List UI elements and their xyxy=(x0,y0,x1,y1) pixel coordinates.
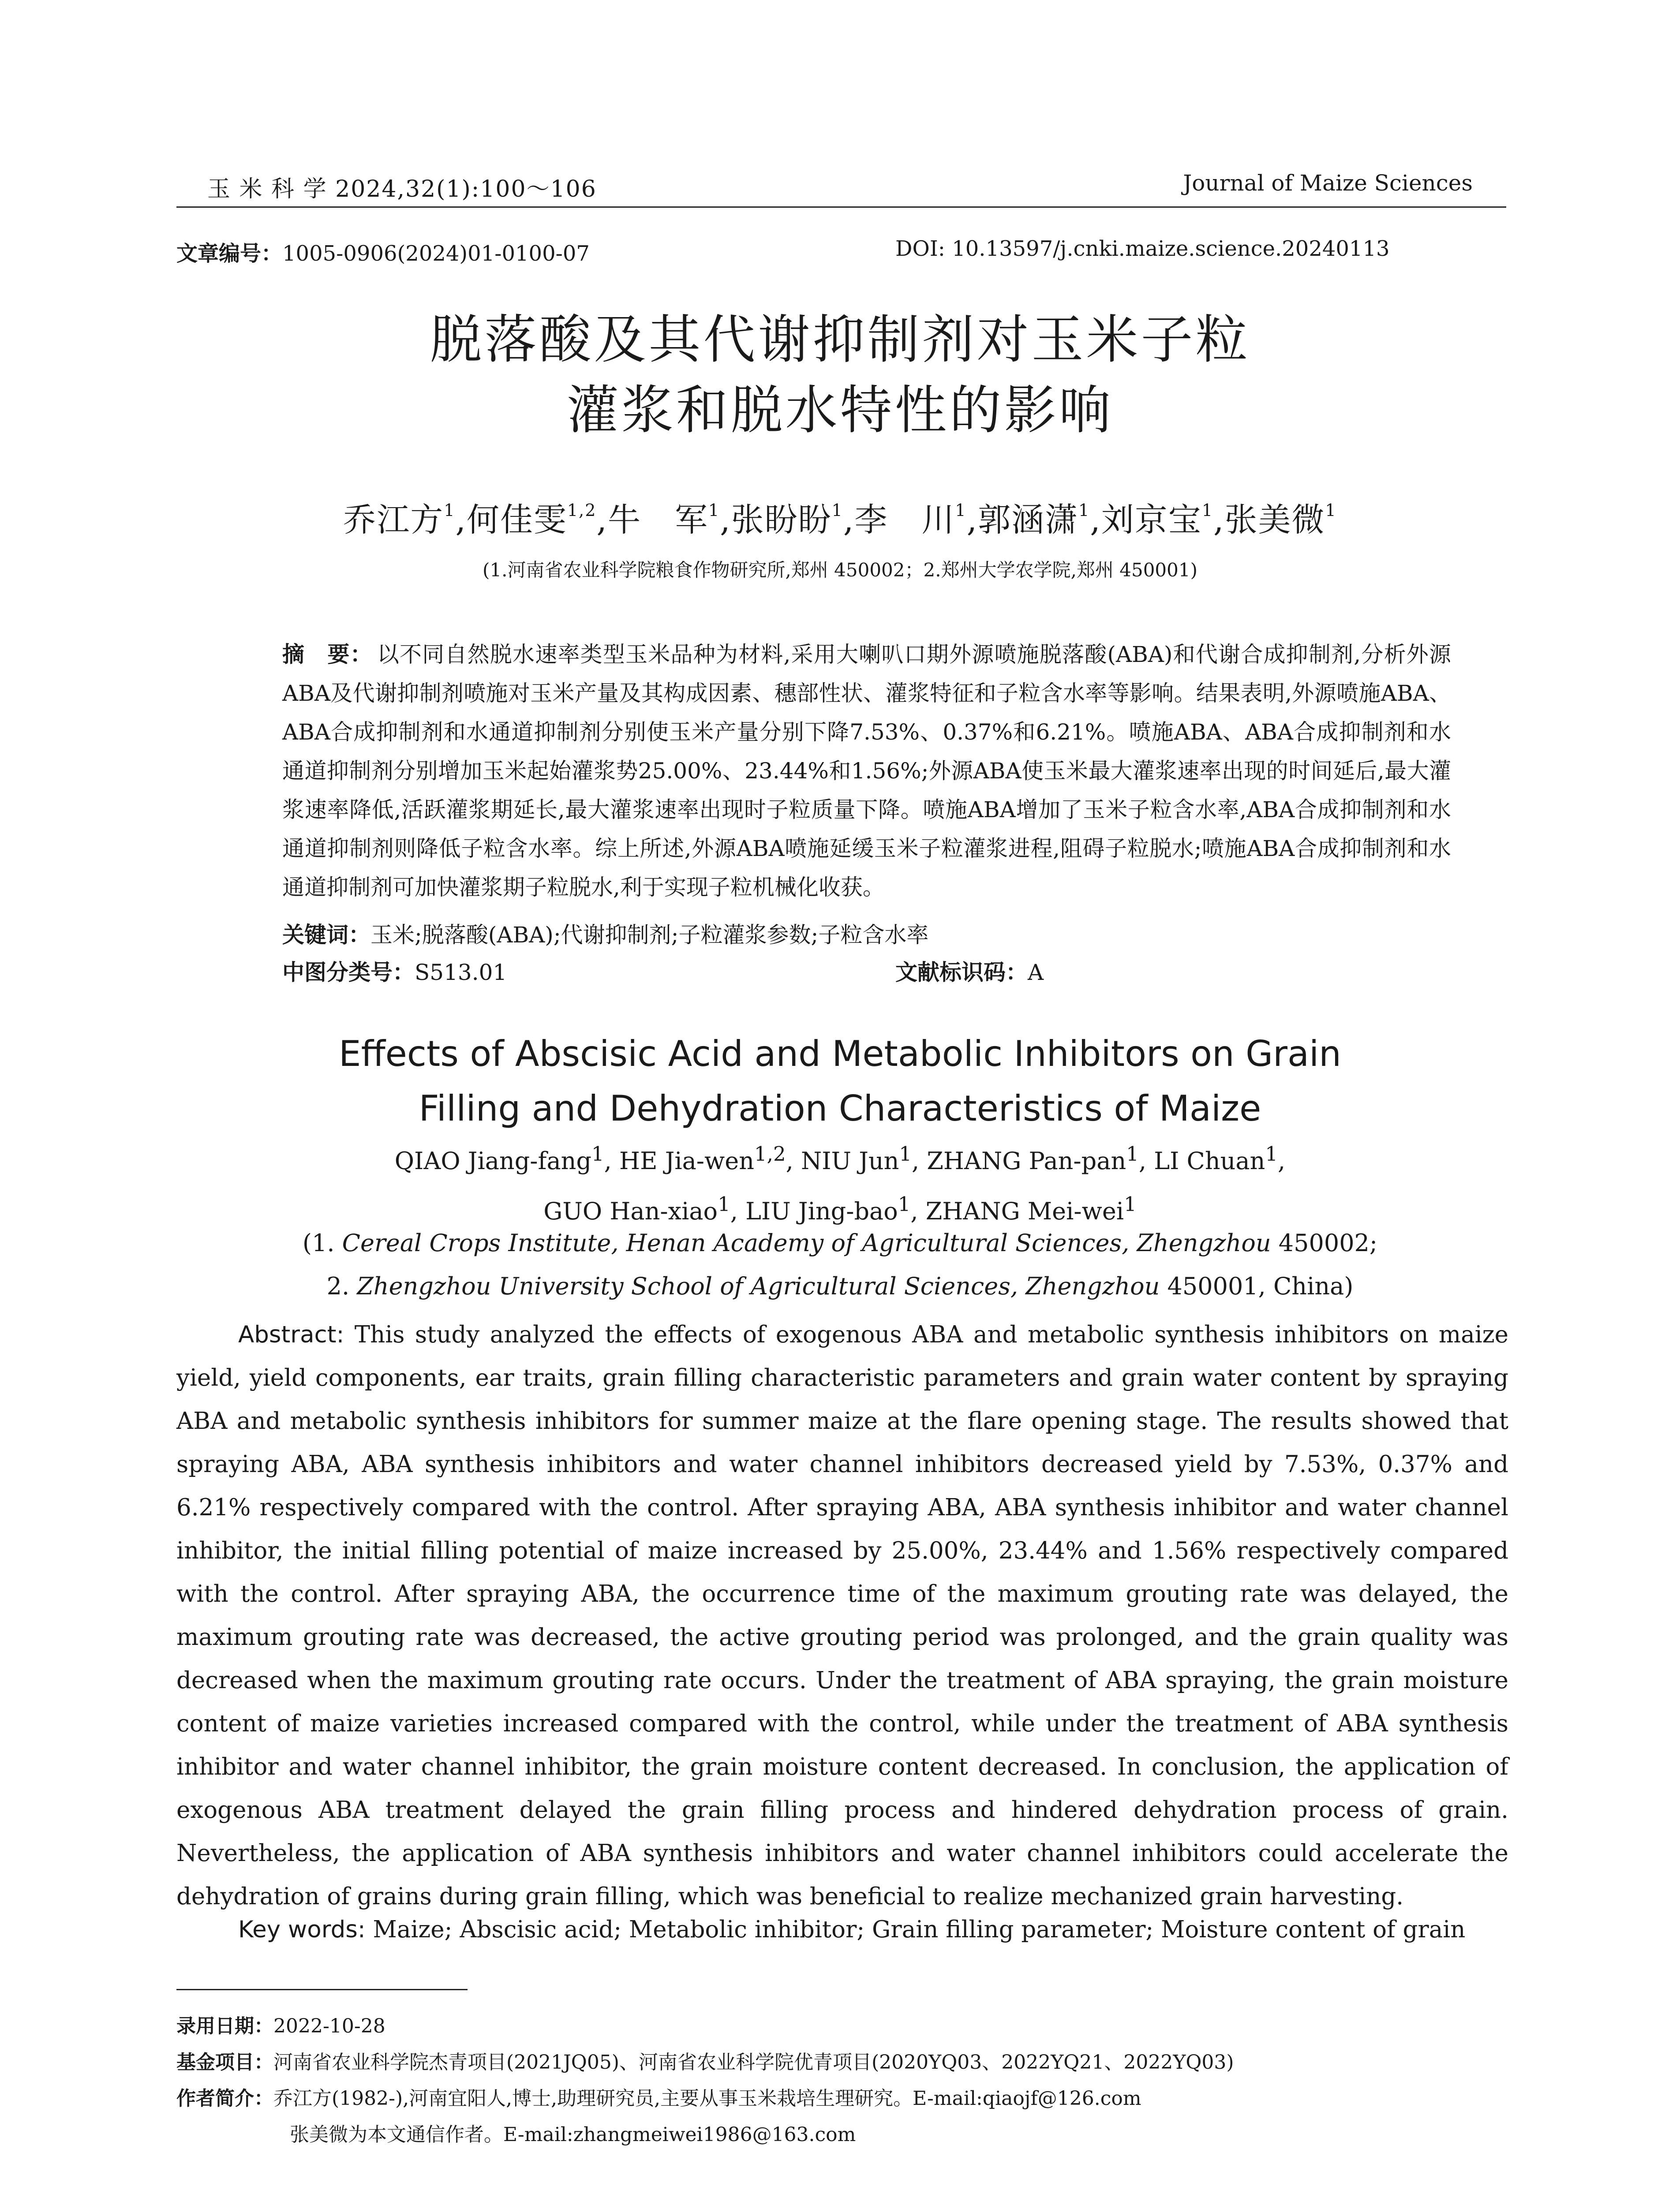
en-author-name: LIU Jing-bao xyxy=(745,1197,898,1225)
en-author-affil-mark: 1,2 xyxy=(754,1142,786,1166)
en-author-3 xyxy=(925,1192,1137,1225)
en-author-name: ZHANG Pan-pan xyxy=(927,1147,1126,1175)
en-authors xyxy=(0,1132,1680,1233)
cn-author-name: 李 川 xyxy=(854,501,955,539)
en-affil1-num: (1. xyxy=(302,1229,342,1257)
cn-author-8 xyxy=(1225,501,1337,539)
cn-keywords-label: 关键词： xyxy=(282,922,370,948)
cn-title-line1: 脱落酸及其代谢抑制剂对玉米子粒 xyxy=(430,309,1250,370)
cn-abstract-text: 以不同自然脱水速率类型玉米品种为材料,采用大喇叭口期外源喷施脱落酸(ABA)和代谢合成抑制剂,分析外源ABA及代谢抑制剂喷施对玉米产量及其构成因素、穗部性状、灌浆特征和子粒含水率等影响。结果表明,外源喷施ABA、ABA合成抑制剂和水通道抑制剂分别使玉米产量分别下降7.53%、0.37%和6.21%。喷施ABA、ABA合成抑制剂和水通道抑制剂分别增加玉米起始灌浆势25.00%、23.44%和1.56%;外源ABA使玉米最大灌浆速率出现的时间延后,最大灌浆速率降低,活跃灌浆期延长,最大灌浆速率出现时子粒质量下降。喷施ABA增加了玉米子粒含水率,ABA合成抑制剂和水通道抑制剂则降低子粒含水率。综上所述,外源ABA喷施延缓玉米子粒灌浆进程,阻碍子粒脱水;喷施ABA合成抑制剂和水通道抑制剂可加快灌浆期子粒脱水,利于实现子粒机械化收获。 xyxy=(282,642,1452,900)
cn-keywords xyxy=(282,917,928,949)
en-author-name: GUO Han-xiao xyxy=(543,1197,718,1225)
en-author-affil-mark: 1 xyxy=(1265,1142,1278,1166)
en-author-4 xyxy=(927,1142,1139,1175)
cn-author-7 xyxy=(1101,501,1213,539)
en-abstract-text: This study analyzed the effects of exogenous ABA and metabolic synthesis inhibitors on maize yield, yield components, ear traits, grain filling characteristic parameters and grain water content by spraying ABA and metabolic synthesis inhibitors for summer maize at the flare opening stage. The results showed that spraying ABA, ABA synthesis inhibitors and water channel inhibitors decreased yield by 7.53%, 0.37% and 6.21% respectively compared with the control. After spraying ABA, ABA synthesis inhibitor and water channel inhibitor, the initial filling potential of maize increased by 25.00%, 23.44% and 1.56% respectively compared with the control. After spraying ABA, the occurrence time of the maximum grouting rate was delayed, the maximum grouting rate was decreased, the active grouting period was prolonged, and the grain quality was decreased when the maximum grouting rate occurs. Under the treatment of ABA spraying, the grain moisture content of maize varieties increased compared with the control, while under the treatment of ABA synthesis inhibitor and water channel inhibitor, the grain moisture content decreased. In conclusion, the application of exogenous ABA treatment delayed the grain filling process and hindered dehydration process of grain. Nevertheless, the application of ABA synthesis inhibitors and water channel inhibitors could accelerate the dehydration of grains during grain filling, which was beneficial to realize mechanized grain harvesting. xyxy=(176,1321,1509,1910)
cn-author-affil-mark: 1 xyxy=(955,501,967,520)
cn-author-3 xyxy=(608,501,720,539)
en-author-affil-mark: 1 xyxy=(591,1142,604,1166)
author-bio-value: 乔江方(1982-),河南宜阳人,博士,助理研究员,主要从事玉米栽培生理研究。E-mail:qiaojf@126.com xyxy=(273,2087,1141,2110)
en-author-affil-mark: 1 xyxy=(1124,1192,1137,1216)
cn-author-affil-mark: 1,2 xyxy=(567,501,597,520)
en-author-name: LI Chuan xyxy=(1154,1147,1265,1175)
author-bio-label: 作者简介： xyxy=(176,2087,273,2110)
en-affiliation-line1 xyxy=(0,1222,1680,1265)
en-author-1 xyxy=(394,1142,604,1175)
received-label: 录用日期： xyxy=(176,2015,273,2037)
en-affil2-tail: 450001, China) xyxy=(1160,1272,1354,1300)
en-author-3 xyxy=(801,1142,912,1175)
article-number-value: 1005-0906(2024)01-0100-07 xyxy=(282,241,590,266)
cn-affiliation: (1.河南省农业科学院粮食作物研究所,郑州 450002；2.郑州大学农学院,郑州 450001) xyxy=(483,559,1197,581)
en-author-1 xyxy=(543,1192,730,1225)
cn-author-name: 何佳雯 xyxy=(466,501,567,539)
en-affil1-name: Cereal Crops Institute, Henan Academy of Agricultural Sciences, Zhengzhou xyxy=(342,1229,1271,1257)
cn-author-affil-mark: 1 xyxy=(444,501,456,520)
running-header-journal-en: Journal of Maize Sciences xyxy=(1183,170,1473,196)
cn-document-code xyxy=(895,955,1044,987)
en-author-name: ZHANG Mei-wei xyxy=(925,1197,1124,1225)
cn-author-name: 张盼盼 xyxy=(731,501,832,539)
en-keywords-label: Key words: xyxy=(238,1916,366,1943)
en-author-affil-mark: 1 xyxy=(1126,1142,1139,1166)
article-number-label: 文章编号： xyxy=(176,241,283,266)
cn-abstract xyxy=(282,635,1451,907)
cn-title xyxy=(0,304,1680,445)
en-author-2 xyxy=(745,1192,911,1225)
en-authors-line2: GUO Han-xiao$^1$, LIU Jing-bao$^1$, ZHANG Mei-wei$^1$ xyxy=(543,1192,1137,1225)
en-affil2-name: Zhengzhou University School of Agricultural Sciences, Zhengzhou xyxy=(357,1272,1160,1300)
doi: DOI: 10.13597/j.cnki.maize.science.20240113 xyxy=(895,236,1390,261)
received-value: 2022-10-28 xyxy=(273,2015,385,2037)
en-author-affil-mark: 1 xyxy=(898,1192,911,1216)
cn-author-5 xyxy=(854,501,966,539)
en-abstract-label: Abstract: xyxy=(238,1321,344,1348)
cn-title-line2: 灌浆和脱水特性的影响 xyxy=(566,380,1114,441)
cn-authors: 乔江方$^1$,何佳雯$^{1,2}$,牛 军$^1$,张盼盼$^1$,李 川$^1$,郭涵潇$^1$,刘京宝$^1$,张美微$^1$ xyxy=(343,501,1337,539)
en-affil2-num: 2. xyxy=(326,1272,357,1300)
en-abstract xyxy=(176,1313,1508,1918)
cn-author-name: 牛 军 xyxy=(607,501,708,539)
cn-doccode-value: A xyxy=(1028,960,1044,985)
footnote-received xyxy=(176,2010,385,2038)
en-author-affil-mark: 1 xyxy=(718,1192,730,1216)
footnote-author-bio xyxy=(176,2082,1141,2111)
cn-author-affil-mark: 1 xyxy=(1325,501,1337,520)
cn-author-1 xyxy=(343,501,455,539)
cn-class-value: S513.01 xyxy=(415,960,507,985)
en-authors-line1: QIAO Jiang-fang$^1$, HE Jia-wen$^{1,2}$, NIU Jun$^1$, ZHANG Pan-pan$^1$, LI Chuan$^1$, xyxy=(394,1142,1286,1175)
en-title-line1: Effects of Abscisic Acid and Metabolic Inhibitors on Grain xyxy=(339,1033,1341,1074)
en-title xyxy=(0,1027,1680,1136)
footnote-rule xyxy=(176,1989,468,1990)
cn-author-affil-mark: 1 xyxy=(708,501,720,520)
cn-author-name: 郭涵潇 xyxy=(978,501,1079,539)
en-author-5 xyxy=(1154,1142,1278,1175)
en-keywords xyxy=(238,1916,1465,1943)
cn-author-affil-mark: 1 xyxy=(1078,501,1090,520)
article-number xyxy=(176,236,590,267)
cn-abstract-label: 摘 要： xyxy=(282,642,373,667)
cn-author-name: 乔江方 xyxy=(343,501,444,539)
cn-author-6 xyxy=(978,501,1090,539)
cn-author-affil-mark: 1 xyxy=(1201,501,1214,520)
en-author-2 xyxy=(619,1142,786,1175)
cn-author-4 xyxy=(731,501,843,539)
en-affiliation xyxy=(0,1222,1680,1308)
cn-keywords-text: 玉米;脱落酸(ABA);代谢抑制剂;子粒灌浆参数;子粒含水率 xyxy=(370,922,929,948)
funding-label: 基金项目： xyxy=(176,2051,273,2074)
en-author-name: QIAO Jiang-fang xyxy=(394,1147,592,1175)
en-title-line2: Filling and Dehydration Characteristics of Maize xyxy=(419,1088,1261,1129)
en-affiliation-line2 xyxy=(0,1265,1680,1308)
header-rule xyxy=(176,206,1506,208)
cn-author-affil-mark: 1 xyxy=(831,501,843,520)
en-author-name: NIU Jun xyxy=(801,1147,899,1175)
cn-class-label: 中图分类号： xyxy=(282,960,415,985)
cn-author-name: 刘京宝 xyxy=(1101,501,1202,539)
running-header-journal: 玉 米 科 学 2024,32(1):100～106 xyxy=(207,176,597,202)
en-affil1-tail: 450002; xyxy=(1271,1229,1378,1257)
footnote-corresponding: 张美微为本文通信作者。E-mail:zhangmeiwei1986@163.com xyxy=(290,2123,856,2146)
footnote-funding xyxy=(176,2046,1234,2074)
cn-author-name: 张美微 xyxy=(1224,501,1325,539)
cn-classification xyxy=(282,955,507,987)
en-keywords-text: Maize; Abscisic acid; Metabolic inhibitor; Grain filling parameter; Moisture content of grain xyxy=(373,1916,1466,1943)
cn-author-2 xyxy=(467,501,596,539)
en-author-name: HE Jia-wen xyxy=(619,1147,755,1175)
funding-value: 河南省农业科学院杰青项目(2021JQ05)、河南省农业科学院优青项目(2020YQ03、2022YQ21、2022YQ03) xyxy=(273,2051,1234,2074)
cn-doccode-label: 文献标识码： xyxy=(895,960,1028,985)
en-author-affil-mark: 1 xyxy=(899,1142,912,1166)
